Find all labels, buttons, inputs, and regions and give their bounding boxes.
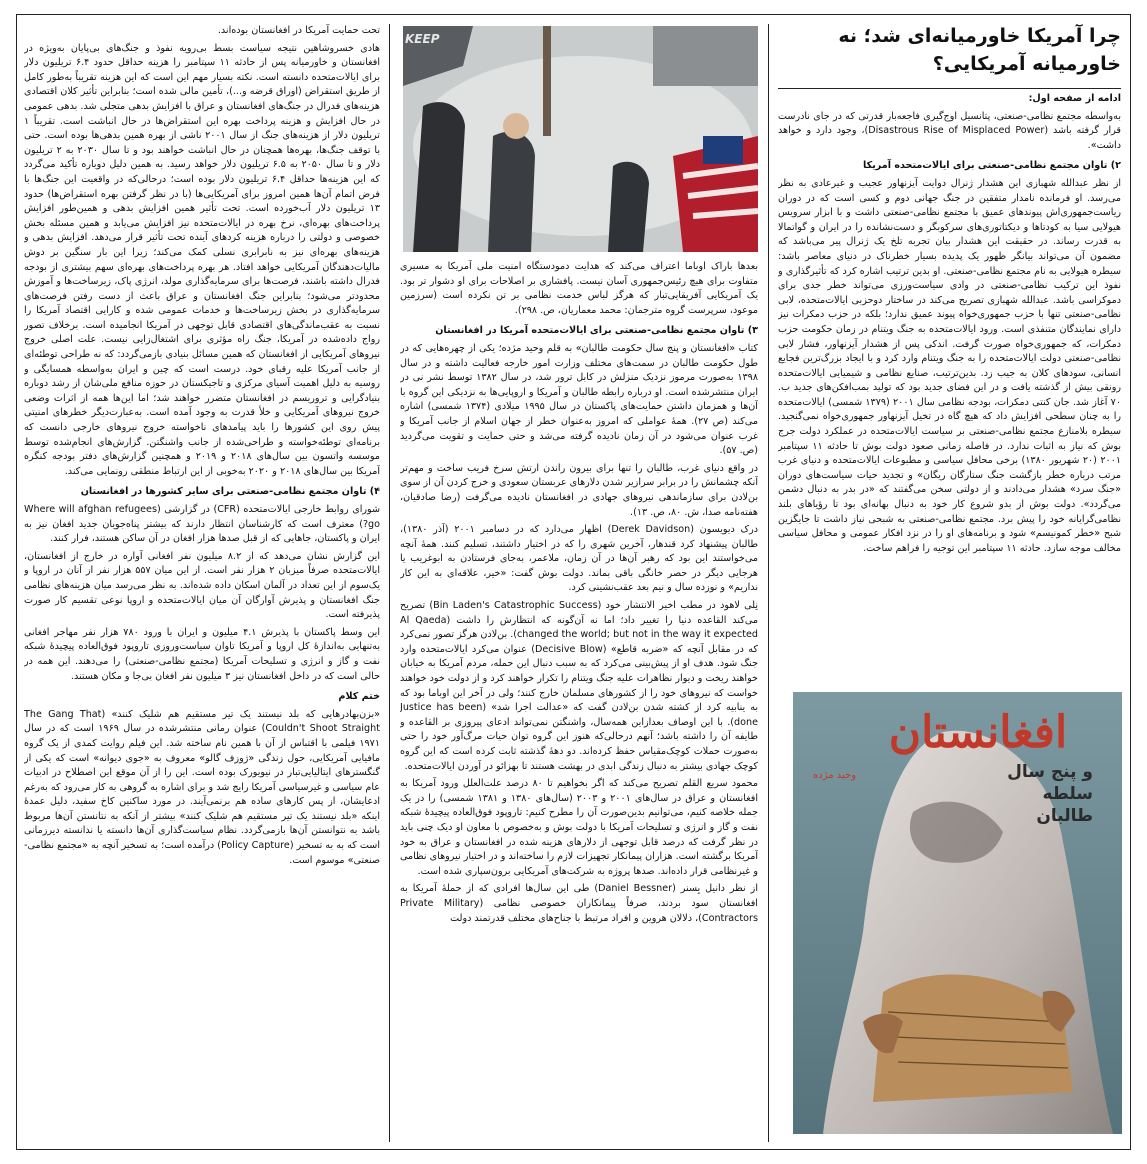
column-divider-right <box>768 24 769 1142</box>
left-column-text <box>24 24 380 1140</box>
section-heading-2: ۲) تاوان مجتمع نظامی-صنعتی برای ایالات‌متحده آمریکا <box>863 160 1121 172</box>
photo-caption: بعدها باراک اوباما اعتراف می‌کند که هدایت دمودستگاه امنیت ملی آمریکا به مسیری متفاوت برای هیچ رئیس‌جمهوری آسان نیست. پافشاری بر اصلاحات برای او دشوار تر بود. یک آمریکایی آفریقایی‌تبار که هرگز لباس خدمت نظامی بر تن نکرده است (سرزمین موعود، سرپرست گروه مترجمان: محمد معماریان، ص. ۲۹۸). <box>400 261 758 316</box>
paragraph: این گزارش نشان می‌دهد که از ۸.۲ میلیون نفر افغانی آواره در خارج از افغانستان، ایالات‌متحده صرفاً میزبان ۲ هزار نفر است. از این میان ۵۵۷ هزار نفر از آنان در اروپا و یک‌سوم از این تعداد در آلمان اسکان داده شده‌اند. به نظر می‌رسد میان هزینه‌های نظامی جنگ افغانستان و پذیرش آوارگان آن میان ایالات‌متحده و اروپا نوعی تقسیم کار صورت پذیرفته است. <box>24 550 380 621</box>
title-underline <box>778 88 1121 89</box>
continued-label: ادامه از صفحه اول: <box>1028 93 1121 104</box>
paragraph: کتاب «افغانستان و پنج سال حکومت طالبان» به قلم وحید مژده؛ یکی از چهره‌هایی که در طول حکومت طالبان در سمت‌های مختلف وزارت امور خارجه فعالیت داشته و در سال ۱۳۹۸ به‌صورت مرموز نزدیک منزلش در کابل ترور شد، در سال ۱۳۸۲ توسط نشر نی در ایران منتشرشده است. او درباره رابطه طالبان و آمریکا و اروپایی‌ها به نزدیکی این گروه با آن‌ها و همزمان داشتن حمایت‌های پاکستان در سال ۱۹۹۵ میلادی (۱۳۷۴ شمسی) اشاره می‌کند (ص ۲۷). همهٔ عواملی که امروز به‌عنوان خطر از جهان اسلام از جانب آمریکا و غرب عنوان می‌شود در آن زمان نادیده گرفته می‌شد و حتی حمایت و تقویت می‌گردید (ص. ۵۷). <box>400 342 758 457</box>
book-subtitle-2: سلطه <box>1042 784 1093 804</box>
book-title: افغانستان <box>888 707 1068 758</box>
book-subtitle-3: طالبان <box>1036 806 1093 826</box>
paragraph: از نظر دانیل بِسنر (Daniel Bessner) طی این سال‌ها افرادی که از حملهٔ آمریکا به افغانستان سود بردند، صرفاً پیمانکاران خصوصی نظامی (Private Military Contractors)، دلالان هروین و افراد مرتبط با جناح‌های مختلف قدرتمند دولت <box>400 883 758 924</box>
book-subtitle-1: و پنج سال <box>1007 762 1093 782</box>
protest-photo-illustration <box>403 26 758 252</box>
paragraph: این وسط پاکستان با پذیرش ۴.۱ میلیون و ایران با ورود ۷۸۰ هزار نفر مهاجر افغانی به‌تنهایی به‌اندازهٔ کل اروپا و آمریکا تاوان سیاست‌وروزی تاروپود فوق‌العاده پیچیدهٔ شبکه نفت و گاز و انرژی و تسلیحات آمریکا (مجتمع نظامی-صنعتی) را می‌دهند. این همه در حالی است که در داخل افغانستان نیز ۳ میلیون نفر افغان بی‌جا و مکان هستند. <box>24 626 380 682</box>
paragraph: محمود سریع القلم تصریح می‌کند که اگر بخواهیم تا ۸۰ درصد علت‌العلل ورود آمریکا به افغانستان و عراق در سال‌های ۲۰۰۱ و ۲۰۰۳ (سال‌های ۱۳۸۰ و ۱۳۸۱ شمسی) را در یک جمله خلاصه کنیم، می‌توانیم بدین‌صورت آن را مطرح کنیم: تاروپود فوق‌العاده پیچیدهٔ شبکه نفت و گاز و انرژی و تسلیحات آمریکا با دولت بوش و به‌خصوص با معاون او دیک چنی باید در نظر گرفت که درصد قابل توجهی از دلارهای هزینه شده در افغانستان و عراق به خود آمریکا برگشته است. هزاران پیمانکار تجهیزات لازم را ساخته‌اند و در اختیار نیروهای نظامی و غیرنظامی قرار داده‌اند. صدها پروژه به شرکت‌های آمریکایی برون‌سپاری شده است. <box>400 778 758 877</box>
protest-photo <box>403 26 758 252</box>
paragraph: از نظر عبدالله شهبازی این هشدار ژنرال دوایت آیزنهاور عجیب و غیرعادی به نظر می‌رسد. او فرمانده نامدار متفقین در جنگ جهانی دوم و کسی است که در دوران ریاست‌جمهوری‌اش پیوندهای عمیق با مجتمع نظامی-صنعتی داشت و با ابزار سرویس هیولایی سیا به کودتاها و دیکتاتوری‌های سرکوبگر و دست‌نشانده را در ایران و گواتمالا به قدرت رساند. در حقیقت این هشدار بیان تجربه تلخ یک ژنرال پیر می‌باشد که مضمون آن می‌تواند بیانگر ظهور یک پدیده بسیار خطرناک در دنیای معاصر باشد: سیطره هیولایی به نام مجتمع نظامی-صنعتی. او بدین ترتیب اشاره کرد که تأثیرگذاری و نفوذ این ترکیب نظامی-صنعتی در وادی سیاست‌ورزی می‌تواند خطر جدی برای دموکراسی باشد. عبدالله شهبازی تصریح می‌کند در ساختار دوحزبی ایالات‌متحده، لابی نظامی-صنعتی تنها با حزب جمهوری‌خواه پیوند عمیق ندارد؛ بلکه در حزب دمکرات نیز دارای نمایندگان متنفذی است. ورود ایالات‌متحده به جنگ ویتنام در زمان حکومت حزب دمکرات، که جمهوری‌خواه صورت گرفت. اندکی پس از هشدار آیزنهاور، فشار لابی نظامی-صنعتی دولت ایالات‌متحده را به جنگ ویتنام وارد کرد و با ایجاد بزرگ‌ترین فجایع انسانی، سودهای کلان به جیب ‌زد. بدین‌ترتیب، صنایع نظامی و شیمیایی ایالات‌متحده رونقی بیش از گذشته یافت و در این فضای جدید بود که تولید بمب‌افکن‌های جدید ب. ۷۰ آغاز شد. جان کنتی دمکرات، بودجه نظامی سال ۲۰۰۱ (۱۳۷۹ شمسی) ایالات‌متحده را به چنان سطحی افزایش داد که هیچ گاه در تخیل آیزنهاور جمهوری‌خواه نمی‌گنجید. سیطره بلامنازع مجتمع نظامی-صنعتی بر سیاست ایالات‌متحده در عملکرد دولت جرج بوش که نیاز به اثبات ندارد. در فاصله زمانی صعود دولت بوش تا حادثه ۱۱ سپتامبر ۲۰۰۱ (۲۰ شهریور ۱۳۸۰) برخی محافل سیاسی و مطبوعات ایالات‌متحده و دنیای غرب مرتب درباره خطر بازگشت جنگ ستارگان ریگان» و تجدید حیات سیاست‌های دوران «جنگ سرد» هشدار می‌دادند و از دولتی سخن می‌گفتند که «در بدر به دنبال دشمن می‌گردد». دولت بوش از بدو شروع کار خود به دنبال بهانه‌ای بود تا رؤیاهای بلند نظامی‌گرایانه خود را پیش برد. مجتمع نظامی-صنعتی به شبحی نیاز داشت تا جایگزین شبح «خطر کمونیسم» شود و برنامه‌های او را در نزد افکار عمومی و محافل سیاسی مخالف موجه سازد. حادثه ۱۱ سپتامبر این توجیه را فراهم ساخت. <box>778 177 1121 554</box>
middle-column-text <box>400 260 758 1140</box>
book-cover-image <box>793 692 1122 1134</box>
column-divider-left <box>389 24 390 1142</box>
paragraph: نِلی لاهود در مطب اخیر الانتشار خود (Bin Laden's Catastrophic Success) تصریح می‌کند القاعده دنیا را تغییر داد؛ اما نه آن‌گونه که انتظارش را داشت (Al Qaeda changed the world; but not in the way it expected). بن‌لادن هرگز تصور نمی‌کرد که در مقابل آنچه که «ضربه قاطع» (Decisive Blow) عنوان می‌کرد ایالات‌متحده وارد جنگ شود. هدف او از پیش‌بینی می‌کرد که به سبب دنبال این حمله، مردم آمریکا به خیابان خواهند ریخت و دیوار نظاهرات علیه جنگ ویتنام را تکرار خواهند کرد و از دولت خود خواهند خواست که نیروهای خود را از کشورهای مسلمان خارج کنند؛ ولی در آخر این اوباما بود که به ینابیه کرد از کشته شدن بن‌لادن گفت که «عدالت اجرا شد» (Justice has been done). با این اوصاف بعدازاین همه‌سال، واشنگتن نمی‌تواند ادعای پیروزی بر القاعده و طایفه آن را داشته باشد؛ آنهم درحالی‌که هنوز این گروه توان حیات مرگ‌آور خود را حتی به‌صورت حملات کوچک‌مقیاس حفظ کرده‌اند. دو دههٔ گذشته ثابت کرده است که این گروه کوچک جهادی بیشتر به دنبال زندگی ابدی در بهشت هستند تا بهزائو در آوردن ایالات‌متحده. <box>400 600 758 772</box>
paragraph: تحت حمایت آمریکا در افغانستان بوده‌اند. <box>217 25 380 36</box>
book-author: وحید مژده <box>813 770 857 781</box>
paragraph: به‌واسطه مجتمع نظامی-صنعتی، پتانسیل اوج‌گیری فاجعه‌بار قدرتی که در جای نادرست قرار گرفته باشد (Disastrous Rise of Misplaced Power)، وجود دارد و خواهد داشت». <box>778 110 1121 151</box>
paragraph: «بزن‌بهادرهایی که بلد نیستند یک تیر مستقیم هم شلیک کنند» (The Gang That Couldn't Shoot Straight) عنوان رمانی منتشرشده در سال ۱۹۶۹ است که در سال ۱۹۷۱ فیلمی با اقتباس از آن با همین نام ساخته شد. این فیلم روایت کمدی از یک گروه مافیایی آمریکایی، حول زندگی «ژوزف گالو» معروف به «جوی دیوانه» است که یکی از گنگسترهای ایتالیایی‌تبار در نیویورک بوده است. این را از آن موقع این اصطلاح در ادبیات عام سیاسی و غیرسیاسی آمریکا رایج شد و برای اشاره به گروهی به کار می‌رود که به‌رغم ادعایشان، از پس کارهای ساده هم برنمی‌آیند. در مورد ساکنین کاخ سفید، دلیل عمدهٔ اینکه «بلد نیستند یک تیر مستقیم هم شلیک کنند» بیشتر از آنکه به نتانستن آن‌ها مربوط باشد به نتوانستن آن‌ها بازمی‌گردد. نظام سیاست‌گذاری آن‌ها دانسته یا ندانسته دیرزمانی است که به به تسخیر (Policy Capture) درآمده است؛ به تسخیر آنچه به «مجتمع نظامی-صنعتی» موسوم است. <box>24 708 380 866</box>
right-column-text <box>778 92 1121 688</box>
paragraph: شورای روابط خارجی ایالات‌متحده (CFR) در گزارشی (Where will afghan refugees go?) معترف است که کارشناسان انتظار دارند که بیشتر پناه‌جویان جدید افغان نیز به ایران و پاکستان، جاهایی که از قبل صدها هزار افغان در آن ساکن هستند، فرار کنند. <box>24 504 380 545</box>
paragraph: درک دیویسون (Derek Davidson) اظهار می‌دارد که در دسامبر ۲۰۰۱ (آذر ۱۳۸۰)، طالبان پیشنهاد کرد قندهار، آخرین شهری را که در اختیار داشتند، تسلیم کنند. همهٔ آنچه می‌خواستند این بود که رهبر آن‌ها در آن زمان، ملاعمر، به‌جای فرستادن به ابوغریب یا هرجایی دیگر در حصر خانگی باقی بماند. دولت بوش گفت: «خیر، علاقه‌ای به این کار نداریم» و نوزده سال و نیم بعد عقب‌نشینی کرد. <box>400 524 758 594</box>
sign-text: KEEP <box>405 32 440 46</box>
paragraph: هادی خسروشاهین نتیجه سیاست بسط بی‌رویه نفوذ و جنگ‌های بی‌پایان به‌ویژه در افغانستان و خاورمیانه پس از حادثه ۱۱ سپتامبر را هزینه حداقل حدود ۶.۴ تریلیون دلار برای ایالات‌متحده دانسته است. نکته بسیار مهم این است که این هزینه تقریباً به‌طور کامل از طریق استقراض (اوراق قرضه و...)، تأمین مالی شده است؛ بنابراین تأثیر کلان اقتصادی هزینه‌های فدرال در جنگ‌های افغانستان و عراق با افزایش بدهی متجلی شد. بدهی عمومی در حال افزایش و هزینه پرداخت بهره این استقراض‌ها در حال انباشت است. تقریباً ۱ تریلیون دلار از هزینه‌های جنگ از سال ۲۰۰۱ ناشی از بهره همین بدهی‌ها بوده است. حتی با توقف جنگ‌ها، بهره‌ها همچنان در حال انباشت خواهند بود و تا سال ۲۰۳۰ به ۲ تریلیون دلار و تا سال ۲۰۵۰ به ۶.۵ تریلیون دلار خواهد رسید. به همین دلیل دوباره تأکید می‌گردد که این هزینه‌ها حداقل ۶.۴ تریلیون دلار بوده است؛ درحالی‌که در واقعیت این جنگ‌ها با فرض اتمام آن‌ها همین امروز برای آمریکایی‌ها (با در نظر گرفتن بهره استقراض‌ها) حدود ۱۳ تریلیون دلار آب‌خورده است. تحت تأثیر همین افزایش بدهی و همین‌طور افزایش پرداخت‌های بهره‌ای، نرخ بهره در ایالات‌متحده نیز افزایش می‌یابد و همین مسئله بخش خصوصی و دولتی را درباره هزینه کردهای آینده تحت تأثیر قرار می‌دهد. افزایش بدهی و هزینه‌های بهره‌ای نیز به نابرابری نسلی کمک می‌کند؛ زیرا این بار سنگین بر دوش مالیات‌دهندگان آمریکایی خواهد افتاد. هر بهره پرداخت‌های بهره‌ای سهم بیشتری از بودجه فدرال داشته باشند، فرصت‌ها برای سرمایه‌گذاری مولد، انرژی پاک، زیرساخت‌ها و آموزش محدودتر می‌شود؛ بنابراین جنگ افغانستان و عراق باعث از دست رفتن فرصت‌های سرمایه‌گذاری در بخش زیرساخت‌ها و خدمات عمومی شده و کارایی اقتصاد آمریکا را نسبت به عقب‌ماندگی‌های اقتصادی قابل توجهی در آمریکا انجامیده است. برخلاف تصور رواج داده‌شده در آمریکا، جنگ راه مؤثری برای اشتغال‌زایی نیست. علت اصلی خروج نیروهای آمریکایی از افغانستان که همین مسائل بنیادی بازمی‌گردد: که نه طراحی توطئه‌ای از جانب آمریکا علیه رقبای خود. درست است که چین و ایران به‌واسطه همسایگی و روسیه به دلیل اهمیت آسیای مرکزی و تاجیکستان در حوزه منافع ملی‌شان از رشد دوباره بنیادگرایی و تروریسم در افغانستان متضرر خواهند شد؛ اما این‌ها همه از اثرات وضعی خروج نیروهای آمریکایی و خلأ قدرت به وجود آمده است. به‌عبارت‌دیگر خطرهای امنیتی پیش روی این کشورها را باید پیامدهای ناخواسته خروج نیروهای خارجی دانست که برنامه‌ای توطئه‌خواسته و طراحی‌شده از جانب واشنگتن. گزارش‌های انجام‌شده توسط موسسه واتسون بین سال‌های ۲۰۱۸ و ۲۰۱۹ و همچنین گزارش‌های دفتر بودجه کنگره آمریکا بین سال‌های ۲۰۱۸ و ۲۰۲۰ به‌خوبی از این ارتباط منطقی رونمایی می‌کند. <box>24 42 380 477</box>
closing-heading: ختم کلام <box>338 691 380 703</box>
section-heading-3: ۳) تاوان مجتمع نظامی-صنعتی برای ایالات‌متحده آمریکا در افغانستان <box>435 325 758 337</box>
paragraph: در واقع دنیای غرب، طالبان را تنها برای بیرون راندن ارتش سرخ فریب ساخت و مهم‌تر آنکه چشمانش را در برابر سرازیر شدن دلارهای عربستان سعودی و خرج کردن آن از سوی بن‌لادن برای سازماندهی نیروهای جهادی در افغانستان نادیده می‌گرفت (رضا صادقیان، هفته‌نامه صدا، ش. ۸۰، ص. ۱۳). <box>400 462 758 518</box>
section-heading-4: ۴) تاوان مجتمع نظامی-صنعتی برای سایر کشورها در افغانستان <box>80 486 380 498</box>
article-title: چرا آمریکا خاورمیانه‌ای شد؛ نه خاورمیانه آمریکایی؟ <box>838 25 1121 75</box>
